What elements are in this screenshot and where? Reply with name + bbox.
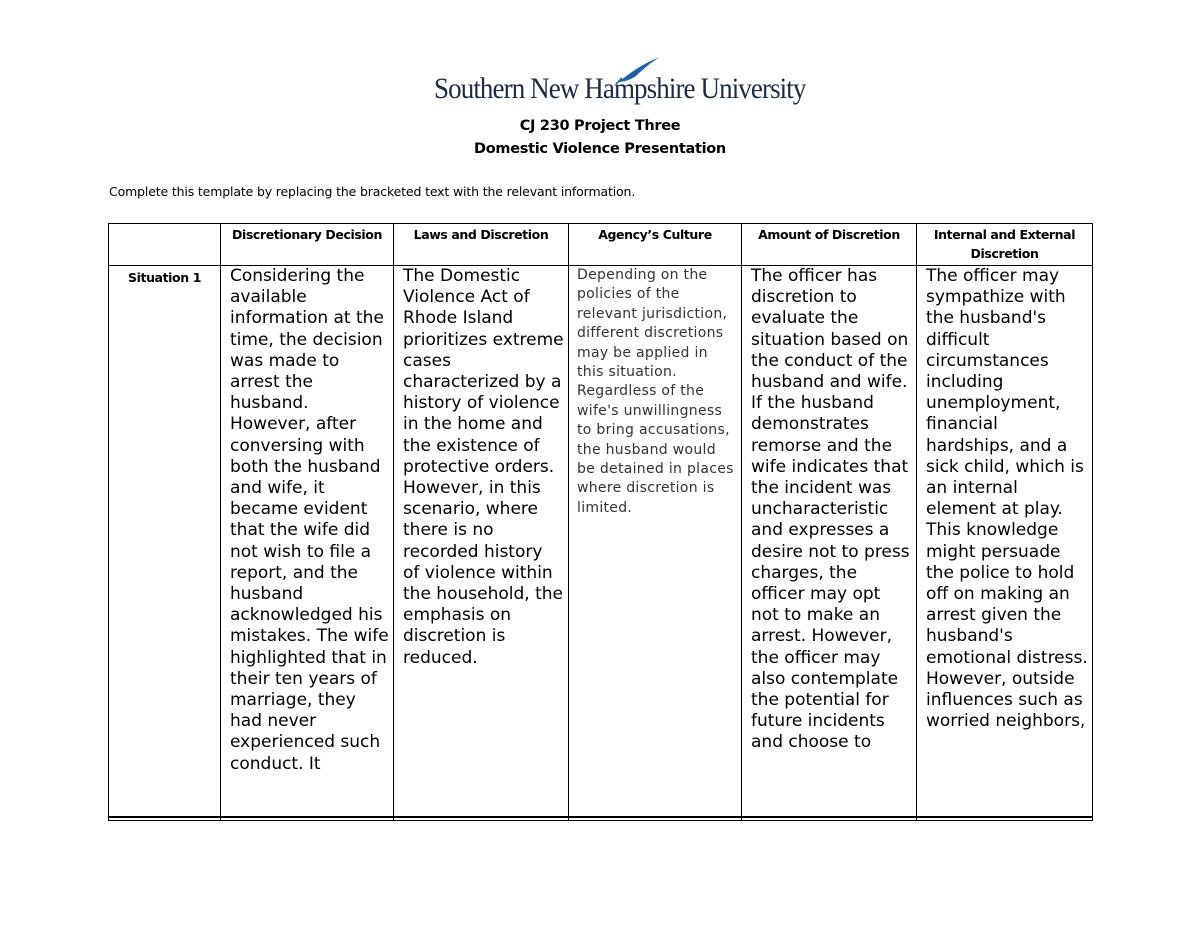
header-laws-and-discretion: Laws and Discretion: [394, 224, 569, 266]
cell-amount-of-discretion: [742, 266, 917, 821]
template-table: [108, 223, 1093, 821]
logo-wordmark: Southern New Hampshire University: [434, 72, 806, 105]
cell-agency-culture-text[interactable]: Depending on the policies of the relevant jurisdiction, different discretions may be applied in this situation. Regardless of the wife's unwillingness to bring accusations, the husband would be detained in places where discretion is limited.: [577, 267, 734, 516]
cell-laws-and-discretion: [394, 266, 569, 821]
document-subtitle: Domestic Violence Presentation: [474, 141, 726, 157]
document-title: CJ 230 Project Three: [519, 118, 681, 134]
cell-discretionary-decision: [221, 266, 394, 821]
cell-laws-and-discretion-text[interactable]: The Domestic Violence Act of Rhode Island prioritizes extreme cases characterized by a history of violence in the home and the existence of protective orders. However, in this scenario, where there is no recorded history of violence within the household, the emphasis on discretion is reduced.: [403, 266, 564, 668]
header-row: [109, 224, 1093, 266]
header-internal-external-discretion: Internal and External Discretion: [917, 224, 1093, 266]
row-label-situation-1: Situation 1: [109, 266, 221, 821]
table-bottom-border: [108, 816, 1092, 818]
instructions-text: Complete this template by replacing the bracketed text with the relevant information.: [109, 184, 636, 199]
cell-internal-external-discretion-text[interactable]: The officer may sympathize with the husband's difficult circumstances including unemployment, financial hardships, and a sick child, which is an internal element at play. This knowledge might persuade the police to hold off on making an arrest given the husband's emotional distress. However, outside influences such as worried neighbors,: [926, 266, 1088, 732]
cell-agency-culture: [569, 266, 742, 821]
cell-amount-of-discretion-text[interactable]: The officer has discretion to evaluate the situation based on the conduct of the husband and wife. If the husband demonstrates remorse and the wife indicates that the incident was uncharacteristic and expresses a desire not to press charges, the officer may opt not to make an arrest. However, the officer may also contemplate the potential for future incidents and choose to: [751, 266, 910, 753]
cell-internal-external-discretion: [917, 266, 1093, 821]
header-blank: [109, 224, 221, 266]
cell-discretionary-decision-text[interactable]: Considering the available information at the time, the decision was made to arrest the husband. However, after conversing with both the husband and wife, it became evident that the wife did not wish to file a report, and the husband acknowledged his mistakes. The wife highlighted that in their ten years of marriage, they had never experienced such conduct. It: [230, 266, 389, 774]
header-amount-of-discretion: Amount of Discretion: [742, 224, 917, 266]
table-row: [109, 266, 1093, 821]
university-logo: [434, 54, 806, 106]
header-discretionary-decision: Discretionary Decision: [221, 224, 394, 266]
header-agency-culture: Agency’s Culture: [569, 224, 742, 266]
